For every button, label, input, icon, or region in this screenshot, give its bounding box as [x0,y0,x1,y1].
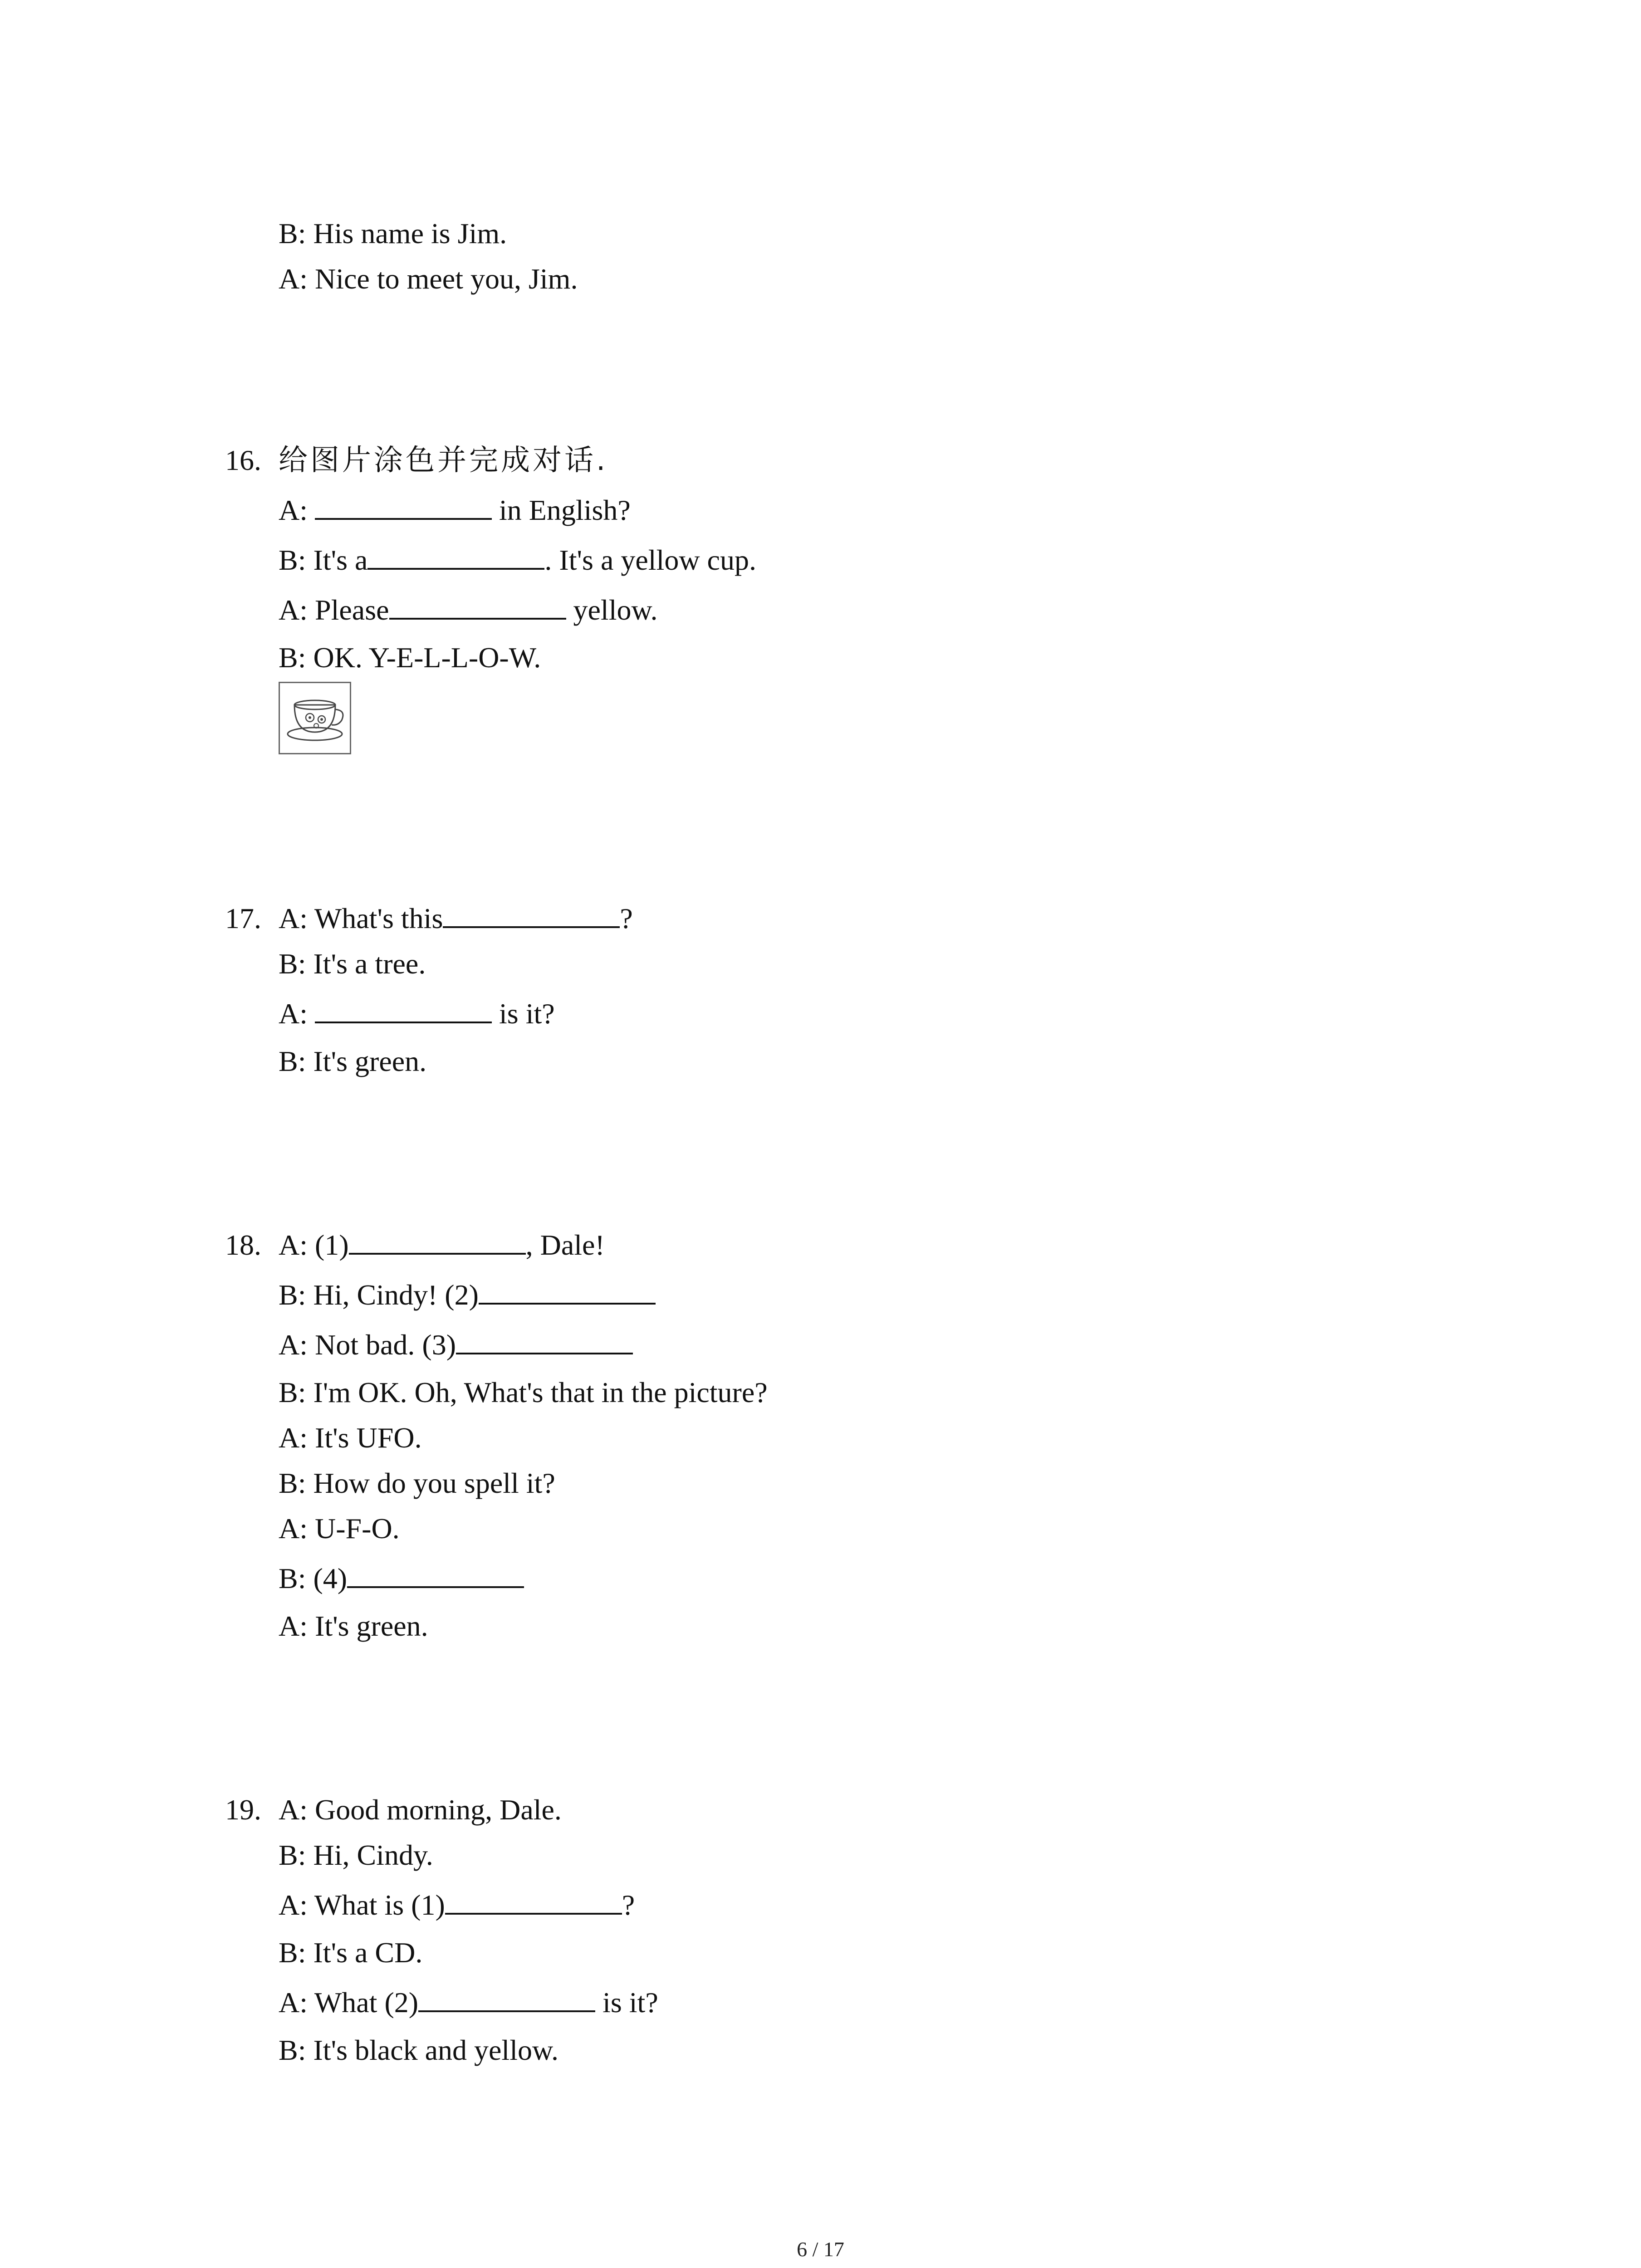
answer-blank[interactable] [389,592,566,620]
question-number: 19. [225,1794,261,1826]
answer-blank[interactable] [418,1985,595,2012]
dialogue-line: B: It's a tree. [279,948,426,980]
dialogue-line: B: Hi, Cindy. [279,1839,433,1871]
teacup-icon [280,683,350,753]
dialogue-line: B: (4) [279,1560,524,1597]
dialogue-line: A: in English? [279,492,631,528]
question-instruction: 给图片涂色并完成对话. [279,444,608,477]
dialogue-line: A: What (2) is it? [279,1984,658,2021]
dialogue-line: B: How do you spell it? [279,1467,555,1499]
dialogue-line: B: Hi, Cindy! (2) [279,1277,656,1313]
dialogue-line: A: (1) , Dale! [279,1227,605,1263]
answer-blank[interactable] [367,543,544,570]
dialogue-line: A: It's UFO. [279,1422,422,1454]
question-number: 17. [225,902,261,934]
answer-blank[interactable] [445,1887,622,1915]
dialogue-line: A: Please yellow. [279,592,658,628]
question-number: 18. [225,1229,261,1261]
dialogue-line: A: Nice to meet you, Jim. [279,263,578,295]
dialogue-line: B: I'm OK. Oh, What's that in the picture? [279,1376,768,1408]
answer-blank[interactable] [347,1561,524,1588]
answer-blank[interactable] [315,996,492,1023]
dialogue-line: B: It's green. [279,1045,427,1077]
dialogue-line: A: U-F-O. [279,1512,400,1545]
answer-blank[interactable] [315,493,492,520]
dialogue-line: B: It's a . It's a yellow cup. [279,542,756,578]
teacup-picture [279,682,351,754]
dialogue-line: B: His name is Jim. [279,217,507,249]
page-number: 6 / 17 [797,2238,844,2261]
dialogue-line: B: OK. Y-E-L-L-O-W. [279,641,541,674]
dialogue-line: A: Good morning, Dale. [279,1794,562,1826]
answer-blank[interactable] [479,1277,656,1305]
dialogue-line: A: What is (1) ? [279,1887,635,1923]
dialogue-line: A: It's green. [279,1610,428,1642]
dialogue-line: A: What's this ? [279,900,633,937]
answer-blank[interactable] [349,1227,526,1255]
dialogue-line: A: Not bad. (3) [279,1327,633,1363]
answer-blank[interactable] [443,901,620,928]
question-number: 16. [225,444,261,476]
dialogue-line: B: It's a CD. [279,1936,423,1969]
dialogue-line: B: It's black and yellow. [279,2034,559,2066]
dialogue-line: A: is it? [279,996,555,1032]
answer-blank[interactable] [456,1327,633,1354]
